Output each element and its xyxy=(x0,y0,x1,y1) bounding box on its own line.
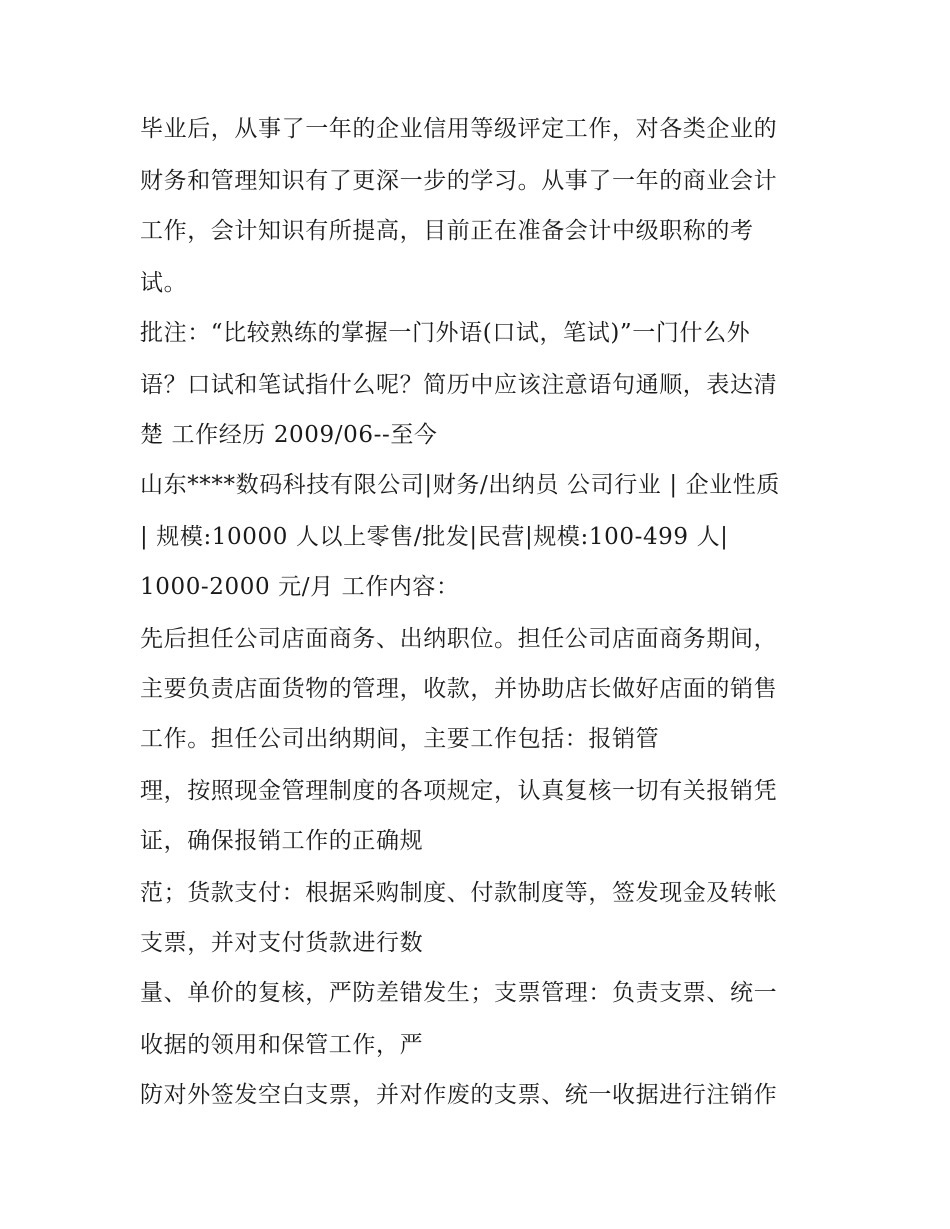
text-line: 工作，会计知识有所提高，目前正在准备会计中级职称的考 xyxy=(140,218,754,244)
text-line: 毕业后，从事了一年的企业信用等级评定工作，对各类企业的 xyxy=(140,116,778,142)
text-line: 收据的领用和保管工作，严 xyxy=(140,1032,424,1058)
text-line: 先后担任公司店面商务、出纳职位。担任公司店面商务期间， xyxy=(140,626,778,652)
text-line: 范；货款支付：根据采购制度、付款制度等，签发现金及转帐 xyxy=(140,880,778,906)
text-line: 楚 工作经历 2009/06--至今 xyxy=(140,422,438,448)
text-line: 1000-2000 元/月 工作内容： xyxy=(140,574,460,600)
text-line: 量、单价的复核，严防差错发生；支票管理：负责支票、统一 xyxy=(140,980,778,1006)
text-line: 语？口试和笔试指什么呢？简历中应该注意语句通顺，表达清 xyxy=(140,372,778,398)
text-line: 批注：“比较熟练的掌握一门外语(口试，笔试)”一门什么外 xyxy=(140,320,751,346)
text-line: 主要负责店面货物的管理，收款，并协助店长做好店面的销售 xyxy=(140,676,778,702)
text-line: 财务和管理知识有了更深一步的学习。从事了一年的商业会计 xyxy=(140,168,778,194)
text-line: 支票，并对支付货款进行数 xyxy=(140,930,424,956)
text-line: 试。 xyxy=(140,270,188,296)
text-line: 工作。担任公司出纳期间，主要工作包括：报销管 xyxy=(140,726,660,752)
text-line: 山东****数码科技有限公司|财务/出纳员 公司行业 | 企业性质 xyxy=(140,472,780,498)
text-line: 证，确保报销工作的正确规 xyxy=(140,828,424,854)
text-line: 理，按照现金管理制度的各项规定，认真复核一切有关报销凭 xyxy=(140,778,778,804)
text-line: 防对外签发空白支票，并对作废的支票、统一收据进行注销作 xyxy=(140,1082,778,1108)
text-line: | 规模:10000 人以上零售/批发|民营|规模:100-499 人| xyxy=(140,524,729,550)
